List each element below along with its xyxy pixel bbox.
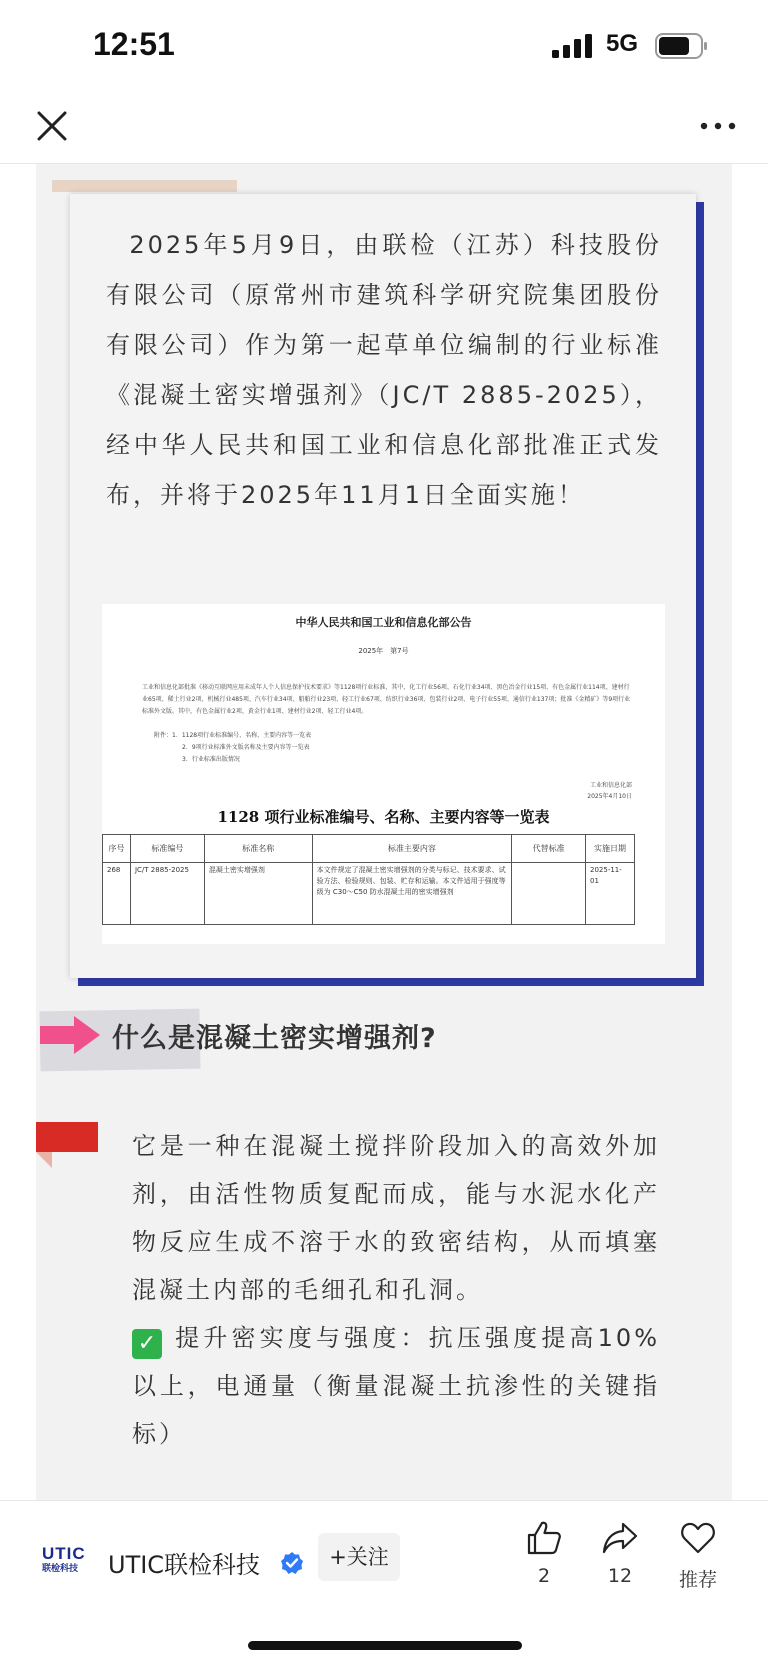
heart-icon <box>679 1519 717 1557</box>
follow-button[interactable]: +关注 <box>318 1533 400 1581</box>
table-row <box>103 863 635 925</box>
status-bar <box>0 0 768 92</box>
doc-table-header-row <box>103 835 635 863</box>
bullet-item <box>132 1314 660 1458</box>
doc-cell-replace <box>512 863 586 925</box>
red-flag-icon <box>36 1122 98 1168</box>
author-logo[interactable] <box>42 1545 88 1579</box>
verified-badge-icon <box>280 1551 304 1575</box>
like-button[interactable] <box>514 1519 574 1587</box>
doc-attachment: 3．行业标准出版情况 <box>182 756 240 763</box>
doc-title: 中华人民共和国工业和信息化部公告 <box>295 616 472 629</box>
share-arrow-icon <box>601 1519 639 1557</box>
battery-icon <box>655 33 709 59</box>
pink-arrow-icon <box>40 1014 102 1056</box>
status-time: 12:51 <box>93 26 175 62</box>
author-name[interactable]: UTIC联检科技 <box>108 1551 261 1579</box>
doc-table <box>102 834 635 925</box>
announcement-image[interactable] <box>102 604 665 944</box>
section-header <box>36 1002 732 1082</box>
doc-table-header: 代替标准 <box>512 835 586 863</box>
doc-cell-name: 混凝土密实增强剂 <box>204 863 312 925</box>
doc-cell-content: 本文件规定了混凝土密实增强剂的分类与标记、技术要求、试验方法、检验规则、包装、贮存和运输。本文件适用于强度等级为 C30～C50 防水混凝土用的密实增强剂 <box>312 863 512 925</box>
intro-paragraph: 2025年5月9日，由联检（江苏）科技股份有限公司（原常州市建筑科学研究院集团股份有限公司）作为第一起草单位编制的行业标准《混凝土密实增强剂》（JC/T 2885-2025），经中华人民共和国工业和信息化部批准正式发布，并将于2025年11月1日全面实施！ <box>106 231 662 509</box>
recommend-button[interactable] <box>668 1519 728 1592</box>
section-title: 什么是混凝土密实增强剂? <box>112 1023 437 1054</box>
doc-attachment: 附件：1．1128项行业标准编号、名称、主要内容等一览表 <box>154 732 312 739</box>
doc-attachment: 2．9项行业标准外文版名称及主要内容等一览表 <box>182 744 310 751</box>
body-paragraph: 它是一种在混凝土搅拌阶段加入的高效外加剂，由活性物质复配而成，能与水泥水化产物反应生成不溶于水的致密结构，从而填塞混凝土内部的毛细孔和孔洞。 <box>132 1132 660 1304</box>
bottom-action-bar <box>0 1500 768 1662</box>
logo-text-top: UTIC <box>42 1544 86 1563</box>
doc-attachments <box>154 730 454 766</box>
recommend-label: 推荐 <box>678 1569 717 1591</box>
bullet-text: 提升密实度与强度：抗压强度提高10%以上，电通量（衡量混凝土抗渗性的关键指标） <box>132 1324 660 1448</box>
share-button[interactable] <box>590 1519 650 1587</box>
check-mark-icon: ✓ <box>132 1329 162 1359</box>
network-type: 5G <box>606 30 639 57</box>
doc-table-header: 序号 <box>103 835 131 863</box>
body-text <box>132 1122 660 1458</box>
more-dots-icon[interactable] <box>696 104 740 148</box>
share-count: 12 <box>607 1565 633 1587</box>
doc-table-header: 标准主要内容 <box>312 835 512 863</box>
doc-table-heading: 1128 项行业标准编号、名称、主要内容等一览表 <box>217 808 550 826</box>
doc-signature <box>522 780 632 802</box>
doc-sign-date: 2025年4月10日 <box>587 793 632 800</box>
logo-text-bottom: 联检科技 <box>42 1564 79 1574</box>
thumbs-up-icon <box>525 1519 563 1557</box>
doc-cell-date: 2025-11-01 <box>586 863 635 925</box>
home-indicator[interactable] <box>248 1641 522 1650</box>
doc-number: 2025年 第7号 <box>358 647 409 655</box>
signal-icon <box>552 34 594 58</box>
close-icon[interactable] <box>30 104 74 148</box>
article-content[interactable] <box>36 164 732 1500</box>
doc-signer: 工业和信息化部 <box>589 782 632 789</box>
doc-table-header: 标准名称 <box>204 835 312 863</box>
doc-table-header: 标准编号 <box>130 835 204 863</box>
doc-cell-no: 268 <box>103 863 131 925</box>
like-count: 2 <box>537 1565 551 1587</box>
doc-body: 工业和信息化部批准《移动互联网应用未成年人个人信息保护技术要求》等1128项行业标准，其中，化工行业56项、石化行业34项、黑色冶金行业15项、有色金属行业114项、建材行业65项、稀土行业2项、机械行业485项、汽车行业34项、船舶行业23项、轻工行业67项、纺织行业36项、包装行业2项、电子行业55项、通信行业137项；批准《金精矿》等9项行业标准外文版。其中，有色金属行业2项、黄金行业1项、建材行业2项、轻工行业4项。 <box>142 684 631 715</box>
decorative-tape <box>52 180 237 192</box>
doc-cell-code: JC/T 2885-2025 <box>130 863 204 925</box>
doc-table-header: 实施日期 <box>586 835 635 863</box>
intro-card <box>70 194 696 978</box>
top-nav-bar <box>0 92 768 164</box>
